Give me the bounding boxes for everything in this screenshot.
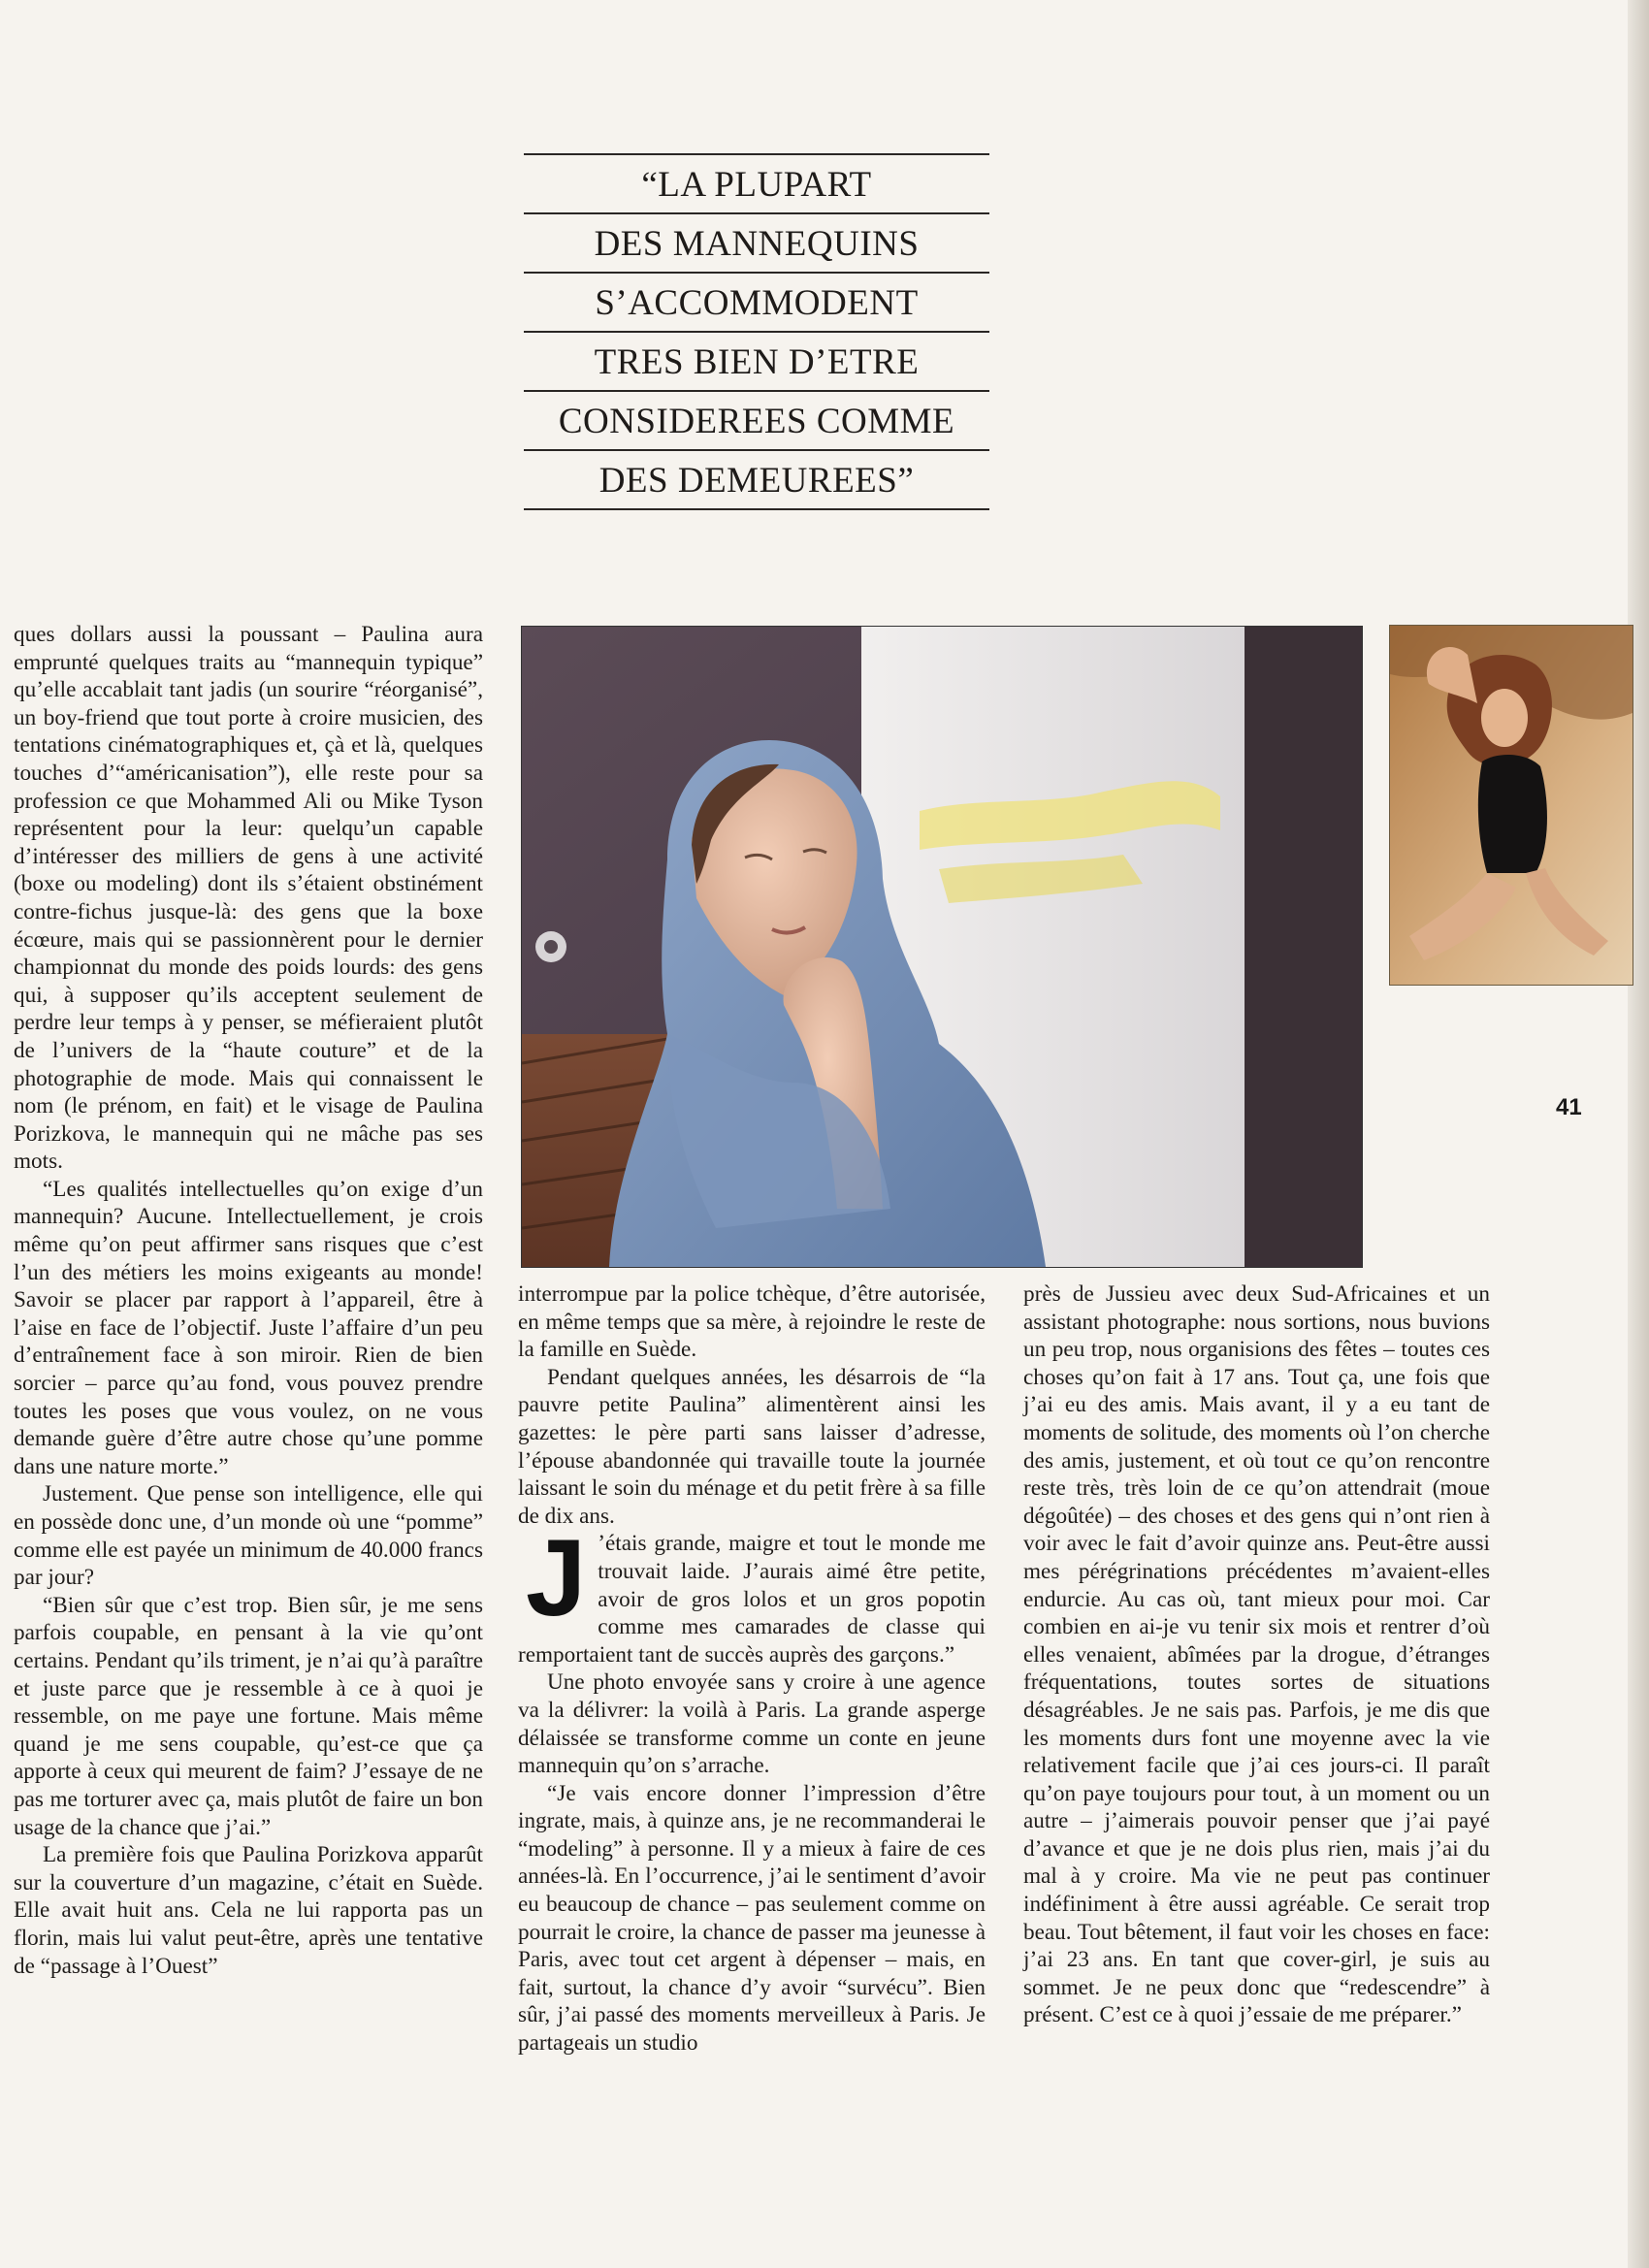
dropcap-paragraph xyxy=(518,1517,986,1669)
pull-quote-line: DES MANNEQUINS xyxy=(524,214,989,274)
photo-woman-in-swimsuit xyxy=(1390,626,1633,985)
dropcap-letter: J xyxy=(526,1517,587,1639)
article-paragraph: “Bien sûr que c’est trop. Bien sûr, je me sens parfois coupable, en pensant à la vie qu’ont certains. Pendant qu’ils triment, je n’ai qu’à paraître et juste parce que je ressemble à ce à quoi je ressemble, on me paye une fortune. Mais même quand je me sens coupable, qu’est-ce que ça apporte à ceux qui meurent de faim? J’essaye de ne pas me torturer avec ça, mais plutôt de faire un bon usage de la chance que j’ai.” xyxy=(14,1592,483,1840)
side-photo xyxy=(1389,625,1633,986)
article-paragraph: “Je vais encore donner l’impression d’être ingrate, mais, à quinze ans, je ne recommanderai le “modeling” à personne. Il y a mieux à faire de ces années-là. En l’occurrence, j’ai le sentiment d’avoir eu beaucoup de chance – pas seulement comme on pourrait le croire, la chance de passer ma jeunesse à Paris, avec tout cet argent à dépenser – mais, en fait, surtout, la chance d’y avoir “survécu”. Bien sûr, j’ai passé des moments merveilleux à Paris. Je partageais un studio xyxy=(518,1780,986,2057)
page-number: 41 xyxy=(1556,1094,1582,1120)
page-edge xyxy=(1628,0,1649,2268)
photo-woman-in-towel xyxy=(522,627,1362,1267)
article-paragraph: interrompue par la police tchèque, d’être autorisée, en même temps que sa mère, à rejoindre le reste de la famille en Suède. xyxy=(518,1281,986,1363)
dropcap-paragraph-text: ’étais grande, maigre et tout le monde me trouvait laide. J’aurais aimé être petite, avoir de gros lolos et un gros popotin comme mes camarades de classe qui remportaient tant de succès auprès des garçons.” xyxy=(518,1531,986,1668)
pull-quote-line: DES DEMEUREES” xyxy=(524,451,989,510)
article-paragraph: La première fois que Paulina Porizkova apparût sur la couverture d’un magazine, c’était en Suède. Elle avait huit ans. Cela ne lui rapporta pas un florin, mais lui valut peut-être, après une tentative de “passage à l’Ouest” xyxy=(14,1842,483,1979)
article-paragraph: ques dollars aussi la poussant – Paulina aura emprunté quelques traits au “mannequin typique” qu’elle accablait tant jadis (un sourire “réorganisé”, un boy-friend que tout porte à croire musicien, des tentations cinématographiques et, çà et là, quelques touches d’“américanisation”), elle reste pour sa profession ce que Mohammed Ali ou Mike Tyson représentent pour la leur: quelqu’un capable d’intéresser des milliers de gens à une activité (boxe ou modeling) dont ils s’étaient obstinément contre-fichus jusque-là: des gens que la boxe écœure, mais qui se passionnèrent pour le dernier championnat du monde des poids lourds: des gens qui, à supposer qu’ils acceptent seulement de perdre leur temps à y penser, se méfieraient plutôt de l’univers de la “haute couture” et de la photographie de mode. Mais qui connaissent le nom (le prénom, en fait) et le visage de Paulina Porizkova, le mannequin qui ne mâche pas ses mots. xyxy=(14,622,483,1175)
pull-quote xyxy=(524,153,989,510)
article-column-1 xyxy=(14,621,483,1980)
main-photo xyxy=(521,626,1363,1268)
article-paragraph: près de Jussieu avec deux Sud-Africaines et un assistant photographe: nous sortions, nous buvions un peu trop, nous organisions des fêtes – toutes ces choses qu’on fait à 17 ans. Tout ça, une fois que j’ai eu des amis. Mais avant, il y a eu tant de moments de solitude, des moments où l’on cherche des amis, justement, et où tout ce qu’on rencontre reste très, très loin de ce qu’on attendrait (moue dégoûtée) – des choses et des gens qui n’ont rien à voir avec le fait d’avoir quinze ans. Peut-être aussi mes pérégrinations précédentes m’avaient-elles endurcie. Au cas où, tant mieux pour moi. Car combien en ai-je vu tenir six mois et rentrer d’où elles venaient, abîmées par la drogue, d’étranges fréquentations, toutes sortes de situations désagréables. Je ne sais pas. Parfois, je me dis que les moments durs font une moyenne avec la vie relativement facile que j’ai ces jours-ci. Il paraît qu’on paye toujours pour tout, à un moment ou un autre – j’aimerais pouvoir penser que j’ai payé d’avance et que je ne dois plus rien, mais j’ai du mal à y croire. Ma vie ne peut pas continuer indéfiniment à être aussi agréable. Ce serait trop beau. Tout bêtement, il faut voir les choses en face: j’ai 23 ans. En tant que cover-girl, je suis au sommet. Je ne peux donc que “redescendre” à présent. C’est ce à quoi j’essaie de me préparer.” xyxy=(1023,1281,1490,2028)
pull-quote-line: “LA PLUPART xyxy=(524,155,989,214)
article-paragraph: Pendant quelques années, les désarrois de “la pauvre petite Paulina” alimentèrent ainsi les gazettes: le père parti sans laisser d’adresse, l’épouse abandonnée qui travaille toute la journée laissant le soin du ménage et du petit frère à sa fille de dix ans. xyxy=(518,1364,986,1529)
article-paragraph: Justement. Que pense son intelligence, elle qui en possède donc une, d’un monde où une “pomme” comme elle est payée un minimum de 40.000 francs par jour? xyxy=(14,1481,483,1591)
article-paragraph: Une photo envoyée sans y croire à une agence va la délivrer: la voilà à Paris. La grande asperge délaissée se transforme comme un conte en jeune mannequin qu’on s’arrache. xyxy=(518,1669,986,1779)
pull-quote-line: CONSIDEREES COMME xyxy=(524,392,989,451)
article-column-2 xyxy=(518,1280,986,2057)
pull-quote-line: S’ACCOMMODENT xyxy=(524,274,989,333)
article-column-3 xyxy=(1023,1280,1490,2029)
pull-quote-line: TRES BIEN D’ETRE xyxy=(524,333,989,392)
article-paragraph: “Les qualités intellectuelles qu’on exige d’un mannequin? Aucune. Intellectuellement, je crois même qu’on peut affirmer sans risques que c’est l’un des métiers les moins exigeants au monde! Savoir se placer par rapport à l’appareil, être à l’aise en face de l’objectif. Juste l’affaire d’un peu d’entraînement face à son miroir. Rien de bien sorcier – parce qu’au fond, vous pouvez prendre toutes les poses que vous voulez, on ne vous demande guère d’être autre chose qu’une pomme dans une nature morte.” xyxy=(14,1176,483,1479)
